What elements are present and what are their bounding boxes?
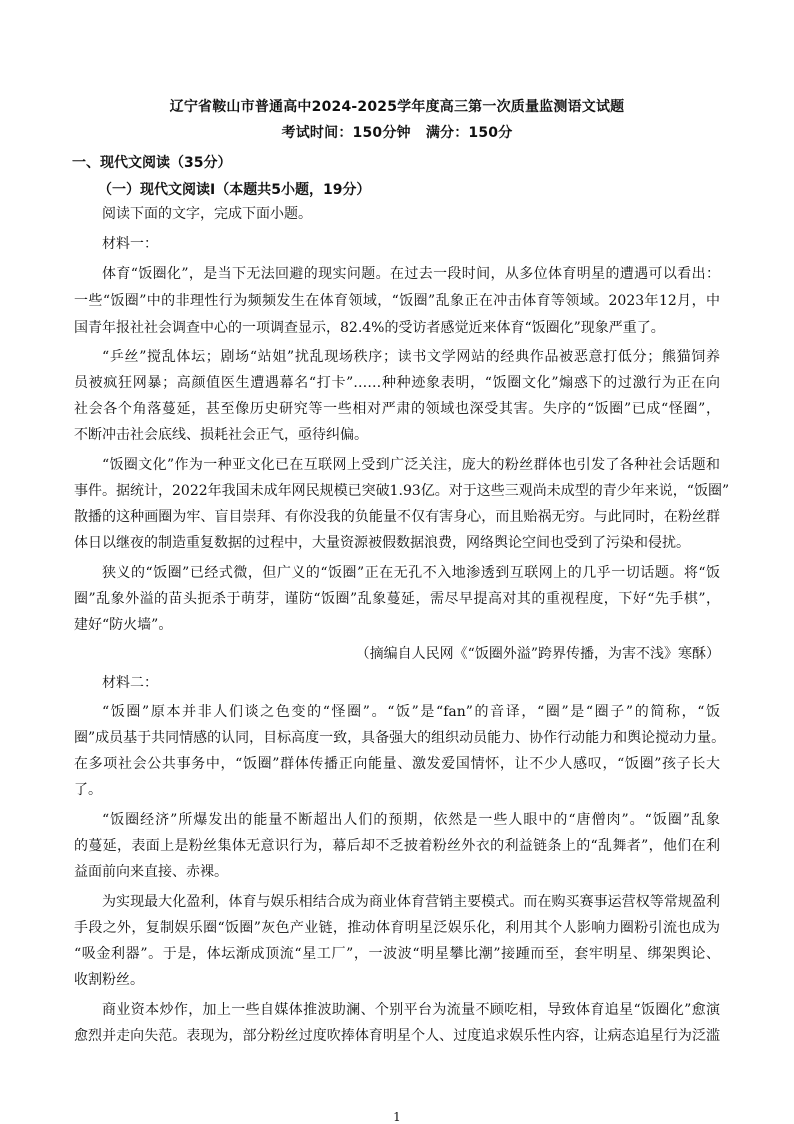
material-1-line: 建好“防火墙”。	[74, 617, 173, 633]
material-2-line: 商业资本炒作，加上一些自媒体推波助澜、个别平台为流量不顾吃相，导致体育追星“饭圈化”愈演	[102, 1002, 720, 1018]
material-2-line: 圈”成员基于共同情感的认同，目标高度一致，具备强大的组织动员能力、协作行动能力和舆论搅动力量。	[74, 730, 726, 746]
material-2-line: “吸金利器”。于是，体坛渐成顶流“星工厂”，一波波“明星攀比潮”接踵而至，套牢明星、绑架舆论、	[74, 946, 720, 962]
subsection-heading: （一）现代文阅读Ⅰ（本题共5小题，19分）	[98, 182, 371, 198]
material-1-line: “饭圈文化”作为一种亚文化已在互联网上受到广泛关注，庞大的粉丝群体也引发了各种社会话题和	[102, 457, 720, 473]
material-1-source: （摘编自人民网《“饭圈外溢”跨界传播，为害不浅》寒酥）	[355, 646, 720, 662]
material-1-line: 一些“饭圈”中的非理性行为频频发生在体育领域，“饭圈”乱象正在冲击体育等领域。2023年12月，中	[74, 293, 720, 309]
page-number: 1	[393, 1110, 401, 1124]
material-1-line: 体日以继夜的制造重复数据的过程中，大量资源被假数据浪费，网络舆论空间也受到了污染和侵扰。	[74, 535, 690, 551]
material-1-line: 圈”乱象外溢的苗头扼杀于萌芽，谨防“饭圈”乱象蔓延，需尽早提高对其的重视程度，下好“先手棋”，	[74, 591, 720, 607]
document-title: 辽宁省鞍山市普通高中2024-2025学年度高三第一次质量监测语文试题	[169, 99, 625, 115]
material-1-label: 材料一：	[102, 236, 158, 252]
material-2-line: “饭圈”原本并非人们谈之色变的“怪圈”。“饭”是“fan”的音译，“圈”是“圈子”的简称，“饭	[102, 704, 720, 720]
material-2-line: 收割粉丝。	[74, 972, 144, 988]
material-2-label: 材料二：	[102, 675, 158, 691]
material-2-line: 手段之外，复制娱乐圈“饭圈”灰色产业链，推动体育明星泛娱乐化，利用其个人影响力圈粉引流也成为	[74, 920, 720, 936]
material-2-line: “饭圈经济”所爆发出的能量不断超出人们的预期，依然是一些人眼中的“唐僧肉”。“饭圈”乱象	[102, 812, 720, 828]
material-1-line: 体育“饭圈化”，是当下无法回避的现实问题。在过去一段时间，从多位体育明星的遭遇可以看出：	[102, 266, 720, 282]
material-2-line: 的蔓延，表面上是粉丝集体无意识行为，幕后却不乏披着粉丝外衣的利益链条上的“乱舞者”，他们在利	[74, 838, 720, 854]
material-2-line: 了。	[74, 782, 102, 798]
material-1-line: 狭义的“饭圈”已经式微，但广义的“饭圈”正在无孔不入地渗透到互联网上的几乎一切话题。将“饭	[102, 565, 720, 581]
material-1-line: “乒丝”搅乱体坛；剧场“站姐”扰乱现场秩序；读书文学网站的经典作品被恶意打低分；熊猫饲养	[102, 349, 720, 365]
material-1-line: 社会各个角落蔓延，甚至像历史研究等一些相对严肃的领域也深受其害。失序的“饭圈”已成“怪圈”，	[74, 401, 720, 417]
section-heading: 一、现代文阅读（35分）	[72, 155, 232, 171]
material-2-line: 为实现最大化盈利，体育与娱乐相结合成为商业体育营销主要模式。而在购买赛事运营权等常规盈利	[102, 894, 720, 910]
material-1-line: 散播的这种画圈为牢、盲目崇拜、有你没我的负能量不仅有害身心，而且贻祸无穷。与此同时，在粉丝群	[74, 509, 720, 525]
material-1-line: 不断冲击社会底线、损耗社会正气，亟待纠偏。	[74, 427, 368, 443]
exam-info: 考试时间：150分钟 满分：150分	[281, 125, 513, 141]
material-2-line: 在多项社会公共事务中，“饭圈”群体传播正向能量、激发爱国情怀，让不少人感叹，“饭圈”孩子长大	[74, 756, 720, 772]
material-1-line: 员被疯狂网暴；高颜值医生遭遇幕名“打卡”……种种迹象表明，“饭圈文化”煽惑下的过激行为正在向	[74, 375, 720, 391]
material-2-line: 愈烈并走向失范。表现为，部分粉丝过度吹捧体育明星个人、过度追求娱乐性内容，让病态追星行为泛滥	[74, 1028, 720, 1044]
material-2-line: 益面前向来直接、赤裸。	[74, 864, 228, 880]
material-1-line: 事件。据统计，2022年我国未成年网民规模已突破1.93亿。对于这些三观尚未成型的青少年来说，“饭圈”	[74, 483, 730, 499]
instruction-text: 阅读下面的文字，完成下面小题。	[102, 206, 312, 222]
material-1-line: 国青年报社社会调查中心的一项调查显示，82.4%的受访者感觉近来体育“饭圈化”现象严重了。	[74, 320, 665, 336]
